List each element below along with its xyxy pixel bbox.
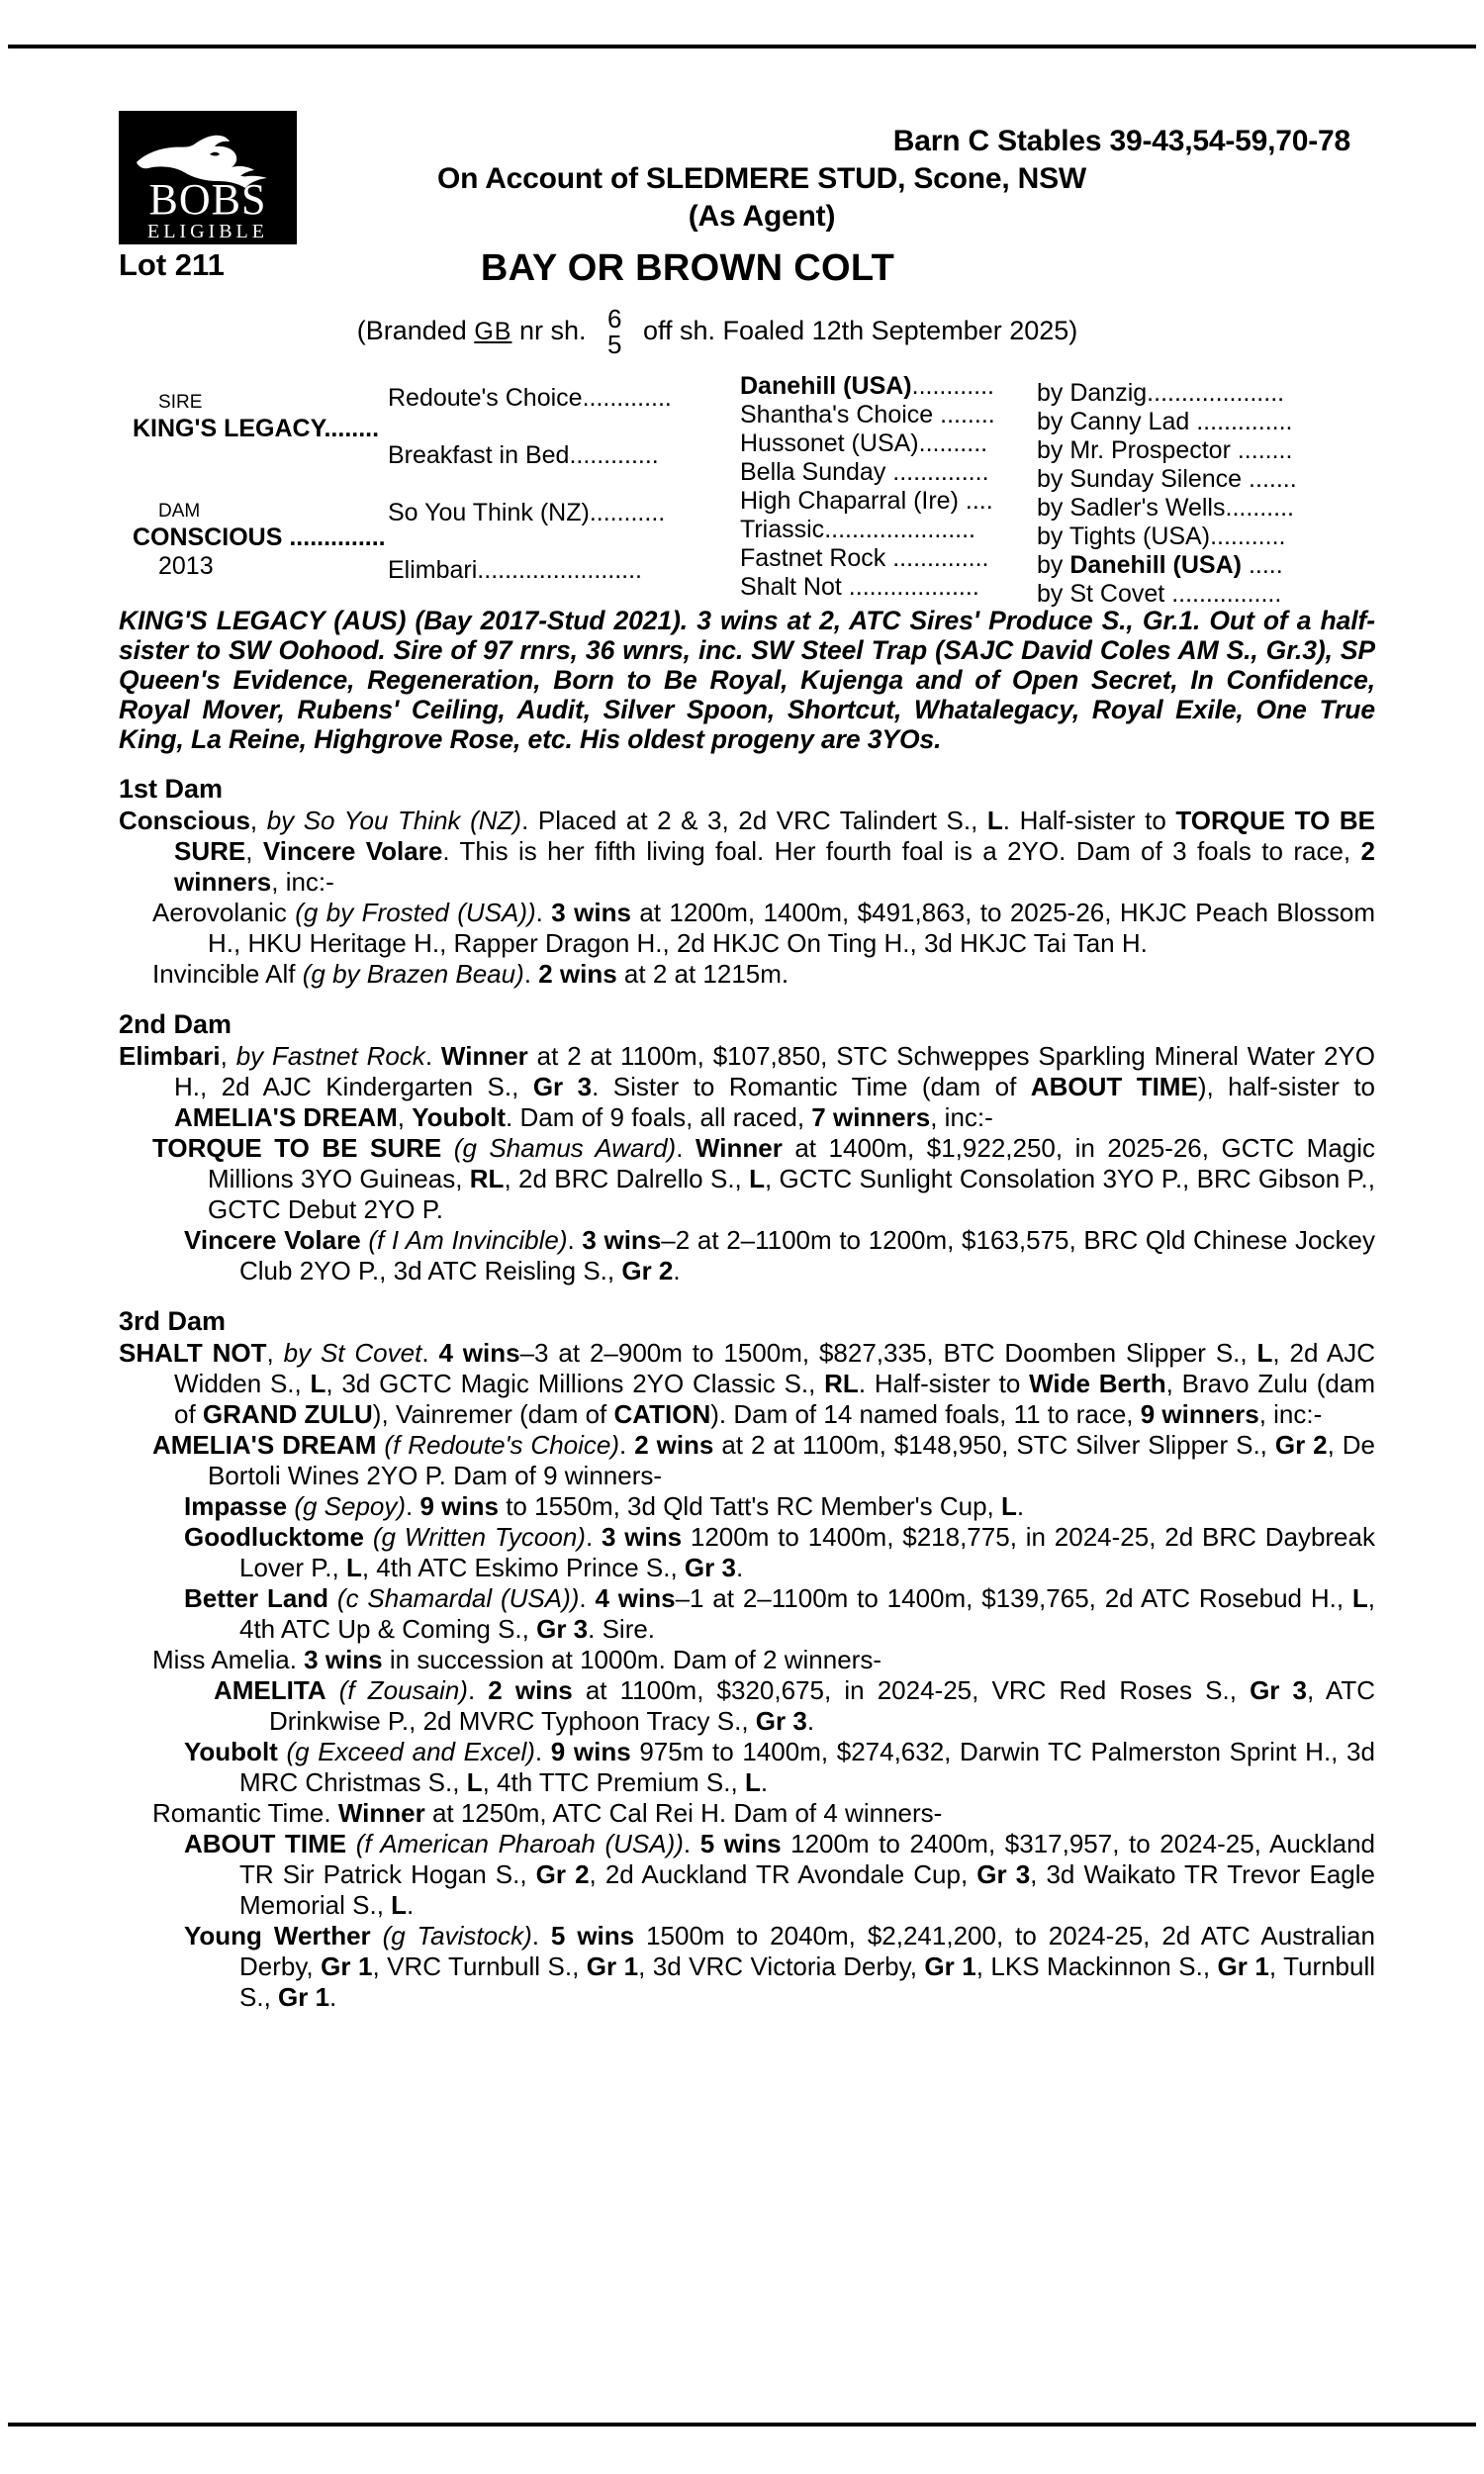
- entry-text: [371, 1921, 383, 1951]
- entry-text: . Placed at 2 & 3, 2d VRC Talindert S.,: [521, 806, 987, 835]
- emphasis-bold: RL: [469, 1164, 505, 1193]
- emphasis-bold: SHALT NOT: [119, 1338, 267, 1368]
- dam-section-heading: 3rd Dam: [119, 1306, 227, 1336]
- entry-text: ). Dam of 14 named foals, 11 to race,: [710, 1399, 1141, 1429]
- emphasis-bold: Gr 1: [1217, 1951, 1269, 1981]
- emphasis-bold: Winner: [695, 1133, 783, 1163]
- emphasis-bold: CATION: [613, 1399, 711, 1429]
- pedigree-entry: [119, 1645, 1375, 1675]
- entry-text: ,: [266, 1338, 284, 1368]
- entry-text: at 2 at 1100m, $148,950, STC Silver Slipper S.,: [713, 1430, 1275, 1460]
- pedigree-entry: [119, 1921, 1375, 2013]
- entry-text: , 2d AJC Widden S.,: [174, 1338, 1375, 1398]
- emphasis-bold: Gr 3: [684, 1553, 736, 1582]
- branding-line: [119, 304, 1375, 364]
- emphasis-bold: Impasse: [184, 1491, 288, 1521]
- brand-number-top: 6: [607, 304, 622, 333]
- emphasis-bold: 4 wins: [595, 1583, 676, 1613]
- entry-text: at 1250m, ATC Cal Rei H. Dam of 4 winners-: [424, 1798, 943, 1828]
- emphasis-bold: Gr 2: [535, 1859, 590, 1889]
- page-bottom-rule: [8, 2423, 1476, 2426]
- on-account-line: On Account of SLEDMERE STUD, Scone, NSW: [436, 162, 1087, 195]
- emphasis-bold: 3 wins: [304, 1645, 383, 1674]
- entry-text: , De Bortoli Wines 2YO P. Dam of 9 winners-: [208, 1430, 1375, 1490]
- emphasis-bold: Gr 3: [755, 1706, 807, 1736]
- emphasis-bold: Gr 2: [621, 1256, 674, 1285]
- page-content: [119, 59, 1375, 2013]
- pedigree-entry: [119, 1583, 1375, 1645]
- entry-text: .: [406, 1491, 420, 1521]
- emphasis-bold: Gr 3: [532, 1072, 593, 1101]
- brand-number-bottom: 5: [607, 330, 622, 359]
- gp-by: by Sadler's Wells..........: [1037, 494, 1294, 522]
- entry-text: , 4th TTC Premium S.,: [482, 1767, 745, 1797]
- pedigree-gp-row: [740, 573, 1373, 609]
- emphasis-bold: Gr 3: [536, 1614, 589, 1644]
- entry-text: , LKS Mackinnon S.,: [975, 1951, 1218, 1981]
- entry-text: [326, 1675, 339, 1705]
- emphasis-bold: Gr 1: [321, 1951, 373, 1981]
- entry-text: .: [567, 1225, 583, 1255]
- gp-by: by Canny Lad ..............: [1037, 408, 1293, 435]
- brand-glyph-icon: GB: [474, 318, 512, 346]
- entry-text: , Turnbull S.,: [239, 1951, 1376, 2012]
- gp-by: by Danehill (USA) .....: [1037, 551, 1283, 579]
- branded-suffix: off sh. Foaled 12th September 2025): [642, 316, 1078, 346]
- entry-text: , 3d VRC Victoria Derby,: [638, 1951, 925, 1981]
- pedigree-entry: [119, 1829, 1375, 1921]
- entry-text: .: [683, 1829, 700, 1858]
- entry-text: .: [735, 1553, 744, 1582]
- gp-name: Fastnet Rock ..............: [740, 544, 989, 572]
- gp-name: Triassic......................: [740, 516, 975, 543]
- entry-text: .: [467, 1675, 489, 1705]
- emphasis-italic: (g by Frosted (USA)): [295, 898, 536, 927]
- sire-dots: ........: [324, 415, 380, 442]
- gp-name: Shantha's Choice ........: [740, 401, 995, 428]
- emphasis-bold: Better Land: [184, 1583, 329, 1613]
- emphasis-bold: L: [310, 1369, 326, 1398]
- emphasis-bold: 9 wins: [419, 1491, 499, 1521]
- emphasis-italic: (g Written Tycoon): [372, 1522, 586, 1552]
- entry-text: [346, 1829, 356, 1858]
- barn-stables-line: Barn C Stables 39-43,54-59,70-78: [892, 125, 1350, 157]
- entry-text: , inc:-: [930, 1102, 993, 1132]
- emphasis-bold: L: [749, 1164, 765, 1193]
- pedigree-mid-3: So You Think (NZ)...........: [388, 499, 666, 526]
- dam-label: dam: [158, 493, 201, 523]
- emphasis-bold: 7 winners: [811, 1102, 931, 1132]
- entry-text: 975m to 1400m, $274,632, Darwin TC Palmerston Sprint H., 3d MRC Christmas S.,: [239, 1737, 1375, 1797]
- gp-name: Hussonet (USA)..........: [740, 429, 988, 457]
- pedigree-entry: [119, 1225, 1375, 1286]
- emphasis-bold: TORQUE TO BE SURE: [152, 1133, 442, 1163]
- entry-text: .: [806, 1706, 815, 1736]
- entry-text: 1200m to 1400m, $218,775, in 2024-25, 2d BRC Daybreak Lover P.,: [239, 1522, 1375, 1582]
- emphasis-italic: (g by Brazen Beau): [302, 959, 524, 989]
- entry-text: .: [534, 1737, 551, 1766]
- pedigree-entry: [119, 1675, 1375, 1737]
- entry-text: [328, 1583, 337, 1613]
- emphasis-bold: Gr 1: [924, 1951, 976, 1981]
- dam-section-heading: 2nd Dam: [119, 1009, 232, 1039]
- gp-by: by Sunday Silence .......: [1037, 465, 1297, 493]
- entry-text: , GCTC Sunlight Consolation 3YO P., BRC Gibson P., GCTC Debut 2YO P.: [208, 1164, 1375, 1224]
- entry-text: ), Vainremer (dam of: [372, 1399, 614, 1429]
- entry-text: . Half-sister to: [1002, 806, 1176, 835]
- dam-sections: [119, 774, 1375, 2013]
- emphasis-bold: ABOUT TIME: [184, 1829, 347, 1858]
- emphasis-italic: by St Covet: [283, 1338, 422, 1368]
- pedigree-dam-group: [133, 493, 386, 581]
- consignor-header: [119, 123, 1375, 236]
- emphasis-bold: L: [345, 1553, 362, 1582]
- pedigree-entry: [119, 898, 1375, 959]
- emphasis-bold: L: [986, 806, 1003, 835]
- lot-title-row: [119, 247, 1375, 303]
- emphasis-bold: Vincere Volare: [262, 836, 443, 866]
- emphasis-bold: Youbolt: [184, 1737, 278, 1766]
- entry-text: , ATC Drinkwise P., 2d MVRC Typhoon Tracy S.,: [269, 1675, 1376, 1736]
- entry-text: –2 at 2–1100m to 1200m, $163,575, BRC Qld Chinese Jockey Club 2YO P., 3d ATC Reisling S.,: [239, 1225, 1375, 1285]
- emphasis-italic: (g Sepoy): [294, 1491, 407, 1521]
- emphasis-bold: Goodlucktome: [184, 1522, 365, 1552]
- entry-text: in succession at 1000m. Dam of 2 winners-: [382, 1645, 881, 1674]
- entry-text: . This is her fifth living foal. Her fourth foal is a 2YO. Dam of 3 foals to race,: [442, 836, 1361, 866]
- entry-text: to 1550m, 3d Qld Tatt's RC Member's Cup,: [498, 1491, 1001, 1521]
- emphasis-bold: AMELIA'S DREAM: [174, 1102, 398, 1132]
- emphasis-italic: (g Tavistock): [382, 1921, 532, 1951]
- dam-year: 2013: [158, 552, 214, 580]
- bobs-logo-word: BOBS: [148, 175, 267, 224]
- entry-text: , 4th ATC Eskimo Prince S.,: [361, 1553, 685, 1582]
- emphasis-bold: GRAND ZULU: [202, 1399, 373, 1429]
- emphasis-bold: TORQUE TO BE SURE: [174, 806, 1375, 866]
- entry-text: ,: [245, 836, 263, 866]
- emphasis-bold: AMELIA'S DREAM: [152, 1430, 377, 1460]
- emphasis-bold: 2 wins: [634, 1430, 714, 1460]
- entry-text: ), half-sister to: [1197, 1072, 1376, 1101]
- emphasis-bold: ABOUT TIME: [1030, 1072, 1198, 1101]
- pedigree-entry: [119, 1737, 1375, 1798]
- emphasis-bold: AMELITA: [214, 1675, 326, 1705]
- page-title: BAY OR BROWN COLT: [480, 247, 895, 289]
- entry-text: , 3d GCTC Magic Millions 2YO Classic S.,: [325, 1369, 825, 1398]
- pedigree-entry: [119, 959, 1375, 990]
- gp-by: by Danzig....................: [1037, 379, 1285, 407]
- emphasis-bold: 3 wins: [601, 1522, 683, 1552]
- entry-text: .: [535, 898, 552, 927]
- gp-by: by St Covet ................: [1037, 580, 1282, 608]
- entry-text: , Bravo Zulu (dam of: [174, 1369, 1375, 1429]
- emphasis-italic: (f I Am Invincible): [368, 1225, 568, 1255]
- entry-text: .: [424, 1041, 441, 1071]
- emphasis-italic: (g Exceed and Excel): [286, 1737, 535, 1766]
- pedigree-sire-group: [133, 384, 379, 443]
- emphasis-bold: Conscious: [119, 806, 250, 835]
- gp-by: by Mr. Prospector ........: [1037, 436, 1293, 464]
- emphasis-bold: 4 wins: [438, 1338, 520, 1368]
- entry-text: , 2d BRC Dalrello S.,: [504, 1164, 750, 1193]
- entry-text: .: [523, 959, 539, 989]
- entry-text: at 2 at 1215m.: [616, 959, 789, 989]
- entry-text: at 1400m, $1,922,250, in 2025-26, GCTC Magic Millions 3YO Guineas,: [208, 1133, 1376, 1193]
- emphasis-bold: 3 wins: [551, 898, 631, 927]
- dam-dots: ..............: [289, 523, 386, 551]
- entry-text: . Sister to Romantic Time (dam of: [592, 1072, 1031, 1101]
- entry-text: –1 at 2–1100m to 1400m, $139,765, 2d ATC Rosebud H.,: [675, 1583, 1352, 1613]
- emphasis-bold: Elimbari: [119, 1041, 221, 1071]
- pedigree-entry: [119, 1338, 1375, 1430]
- emphasis-italic: (f Redoute's Choice): [384, 1430, 620, 1460]
- emphasis-bold: L: [1351, 1583, 1368, 1613]
- dam-name-text: CONSCIOUS: [133, 523, 283, 551]
- entry-text: Miss Amelia.: [152, 1645, 305, 1674]
- entry-text: .: [760, 1767, 769, 1797]
- emphasis-bold: 9 winners: [1140, 1399, 1259, 1429]
- entry-text: .: [421, 1338, 439, 1368]
- emphasis-bold: Gr 1: [278, 1982, 330, 2012]
- entry-text: . Sire.: [588, 1614, 656, 1644]
- emphasis-bold: Winner: [440, 1041, 528, 1071]
- page-header: [119, 59, 1375, 247]
- emphasis-bold: L: [391, 1890, 408, 1920]
- sire-name: [133, 415, 379, 443]
- entry-text: Romantic Time.: [152, 1798, 338, 1828]
- pedigree-entry: [119, 1522, 1375, 1583]
- entry-text: , 4th ATC Up & Coming S.,: [239, 1583, 1375, 1644]
- page-top-rule: [8, 45, 1476, 48]
- emphasis-bold: 9 wins: [550, 1737, 631, 1766]
- as-agent-line: (As Agent): [688, 200, 836, 233]
- entry-text: 1500m to 2040m, $2,241,200, to 2024-25, 2d ATC Australian Derby,: [239, 1921, 1375, 1981]
- emphasis-bold: 3 wins: [582, 1225, 662, 1255]
- entry-text: . Dam of 9 foals, all raced,: [506, 1102, 812, 1132]
- emphasis-italic: by Fastnet Rock: [235, 1041, 425, 1071]
- emphasis-italic: (g Shamus Award): [453, 1133, 677, 1163]
- entry-text: Invincible Alf: [152, 959, 303, 989]
- emphasis-bold: Gr 1: [586, 1951, 639, 1981]
- emphasis-bold: Young Werther: [184, 1921, 371, 1951]
- emphasis-bold: L: [1256, 1338, 1273, 1368]
- entry-text: , inc:-: [1258, 1399, 1323, 1429]
- entry-text: .: [585, 1522, 602, 1552]
- entry-text: , inc:-: [271, 867, 334, 897]
- pedigree-entry: [119, 806, 1375, 898]
- branded-prefix: (Branded: [356, 316, 467, 346]
- emphasis-bold: Gr 3: [1250, 1675, 1308, 1705]
- entry-text: , VRC Turnbull S.,: [372, 1951, 587, 1981]
- pedigree-entry: [119, 1133, 1375, 1225]
- sire-summary-paragraph: KING'S LEGACY (AUS) (Bay 2017-Stud 2021). 3 wins at 2, ATC Sires' Produce S., Gr.1. Out of a half-sister to SW Oohood. Sire of 97 rnrs, 36 wnrs, inc. SW Steel Trap (SAJC David Coles AM S., Gr.3), SP Queen's Evidence, Regeneration, Born to Be Royal, Kujenga and of Open Secret, In Confidence, Royal Mover, Rubens' Ceiling, Audit, Silver Spoon, Shortcut, Whatalegacy, Royal Exile, One True King, La Reine, Highgrove Rose, etc. His oldest progeny are 3YOs.: [119, 606, 1375, 754]
- emphasis-bold: L: [744, 1767, 761, 1797]
- emphasis-bold: Vincere Volare: [184, 1225, 361, 1255]
- pedigree-mid-4: Elimbari........................: [388, 556, 642, 584]
- entry-text: 1200m to 2400m, $317,957, to 2024-25, Auckland TR Sir Patrick Hogan S.,: [239, 1829, 1375, 1889]
- emphasis-bold: Winner: [337, 1798, 425, 1828]
- entry-text: .: [531, 1921, 551, 1951]
- entry-text: .: [673, 1256, 681, 1285]
- entry-text: .: [619, 1430, 635, 1460]
- branded-near-shoulder: nr sh.: [518, 316, 587, 346]
- dam-section-heading: 1st Dam: [119, 774, 224, 804]
- gp-name: High Chaparral (Ire) ....: [740, 487, 993, 515]
- entry-text: at 1200m, 1400m, $491,863, to 2025-26, HKJC Peach Blossom H., HKU Heritage H., Rapper Dragon H., 2d HKJC On Ting H., 3d HKJC Tai Tan H.: [208, 898, 1376, 958]
- bobs-eligible-word: ELIGIBLE: [147, 221, 268, 242]
- entry-text: ,: [397, 1102, 413, 1132]
- emphasis-bold: 2 wins: [488, 1675, 573, 1705]
- entry-text: ,: [220, 1041, 236, 1071]
- entry-text: [441, 1133, 454, 1163]
- entry-text: –3 at 2–900m to 1500m, $827,335, BTC Doomben Slipper S.,: [519, 1338, 1257, 1368]
- entry-text: .: [329, 1982, 337, 2012]
- emphasis-bold: Wide Berth: [1029, 1369, 1166, 1398]
- sire-label: sire: [158, 384, 203, 414]
- sire-name-text: KING'S LEGACY: [133, 415, 325, 442]
- emphasis-bold: L: [466, 1767, 483, 1797]
- emphasis-bold: Gr 2: [1274, 1430, 1328, 1460]
- emphasis-italic: (f Zousain): [338, 1675, 468, 1705]
- entry-text: , 3d Waikato TR Trevor Eagle Memorial S.,: [239, 1859, 1375, 1920]
- pedigree-entry: [119, 1430, 1375, 1491]
- emphasis-bold: 5 wins: [699, 1829, 782, 1858]
- dam-name: [133, 523, 386, 552]
- entry-text: at 2 at 1100m, $107,850, STC Schweppes Sparkling Mineral Water 2YO H., 2d AJC Kindergarten S.,: [174, 1041, 1375, 1101]
- emphasis-bold: 5 wins: [550, 1921, 635, 1951]
- brand-number-stack: [607, 306, 621, 357]
- gp-by: by Tights (USA)...........: [1037, 523, 1286, 550]
- emphasis-bold: Youbolt: [412, 1102, 507, 1132]
- emphasis-bold: 2 winners: [174, 836, 1375, 897]
- lot-number: Lot 211: [119, 247, 225, 282]
- pedigree-entry: [119, 1041, 1375, 1133]
- gp-name: Shalt Not ...................: [740, 573, 979, 601]
- pedigree-entry: [119, 1491, 1375, 1522]
- emphasis-bold: 2 wins: [538, 959, 617, 989]
- emphasis-bold: L: [1000, 1491, 1017, 1521]
- entry-text: [364, 1522, 373, 1552]
- gp-name: Bella Sunday ..............: [740, 458, 989, 486]
- emphasis-italic: (f American Pharoah (USA)): [355, 1829, 684, 1858]
- entry-text: .: [579, 1583, 596, 1613]
- entry-text: .: [676, 1133, 696, 1163]
- emphasis-italic: (c Shamardal (USA)): [336, 1583, 580, 1613]
- entry-text: ,: [249, 806, 267, 835]
- entry-text: .: [407, 1890, 415, 1920]
- pedigree-table: [119, 372, 1375, 608]
- emphasis-bold: Gr 3: [976, 1859, 1031, 1889]
- pedigree-mid-2: Breakfast in Bed.............: [388, 441, 659, 469]
- entry-text: Aerovolanic: [152, 898, 296, 927]
- pedigree-entry: [119, 1798, 1375, 1829]
- pedigree-mid-1: Redoute's Choice.............: [388, 384, 672, 412]
- entry-text: , 2d Auckland TR Avondale Cup,: [589, 1859, 977, 1889]
- entry-text: . Half-sister to: [858, 1369, 1030, 1398]
- emphasis-italic: by So You Think (NZ): [266, 806, 522, 835]
- emphasis-bold: RL: [824, 1369, 859, 1398]
- entry-text: at 1100m, $320,675, in 2024-25, VRC Red Roses S.,: [572, 1675, 1251, 1705]
- gp-name: Danehill (USA)............: [740, 372, 994, 400]
- entry-text: .: [1016, 1491, 1025, 1521]
